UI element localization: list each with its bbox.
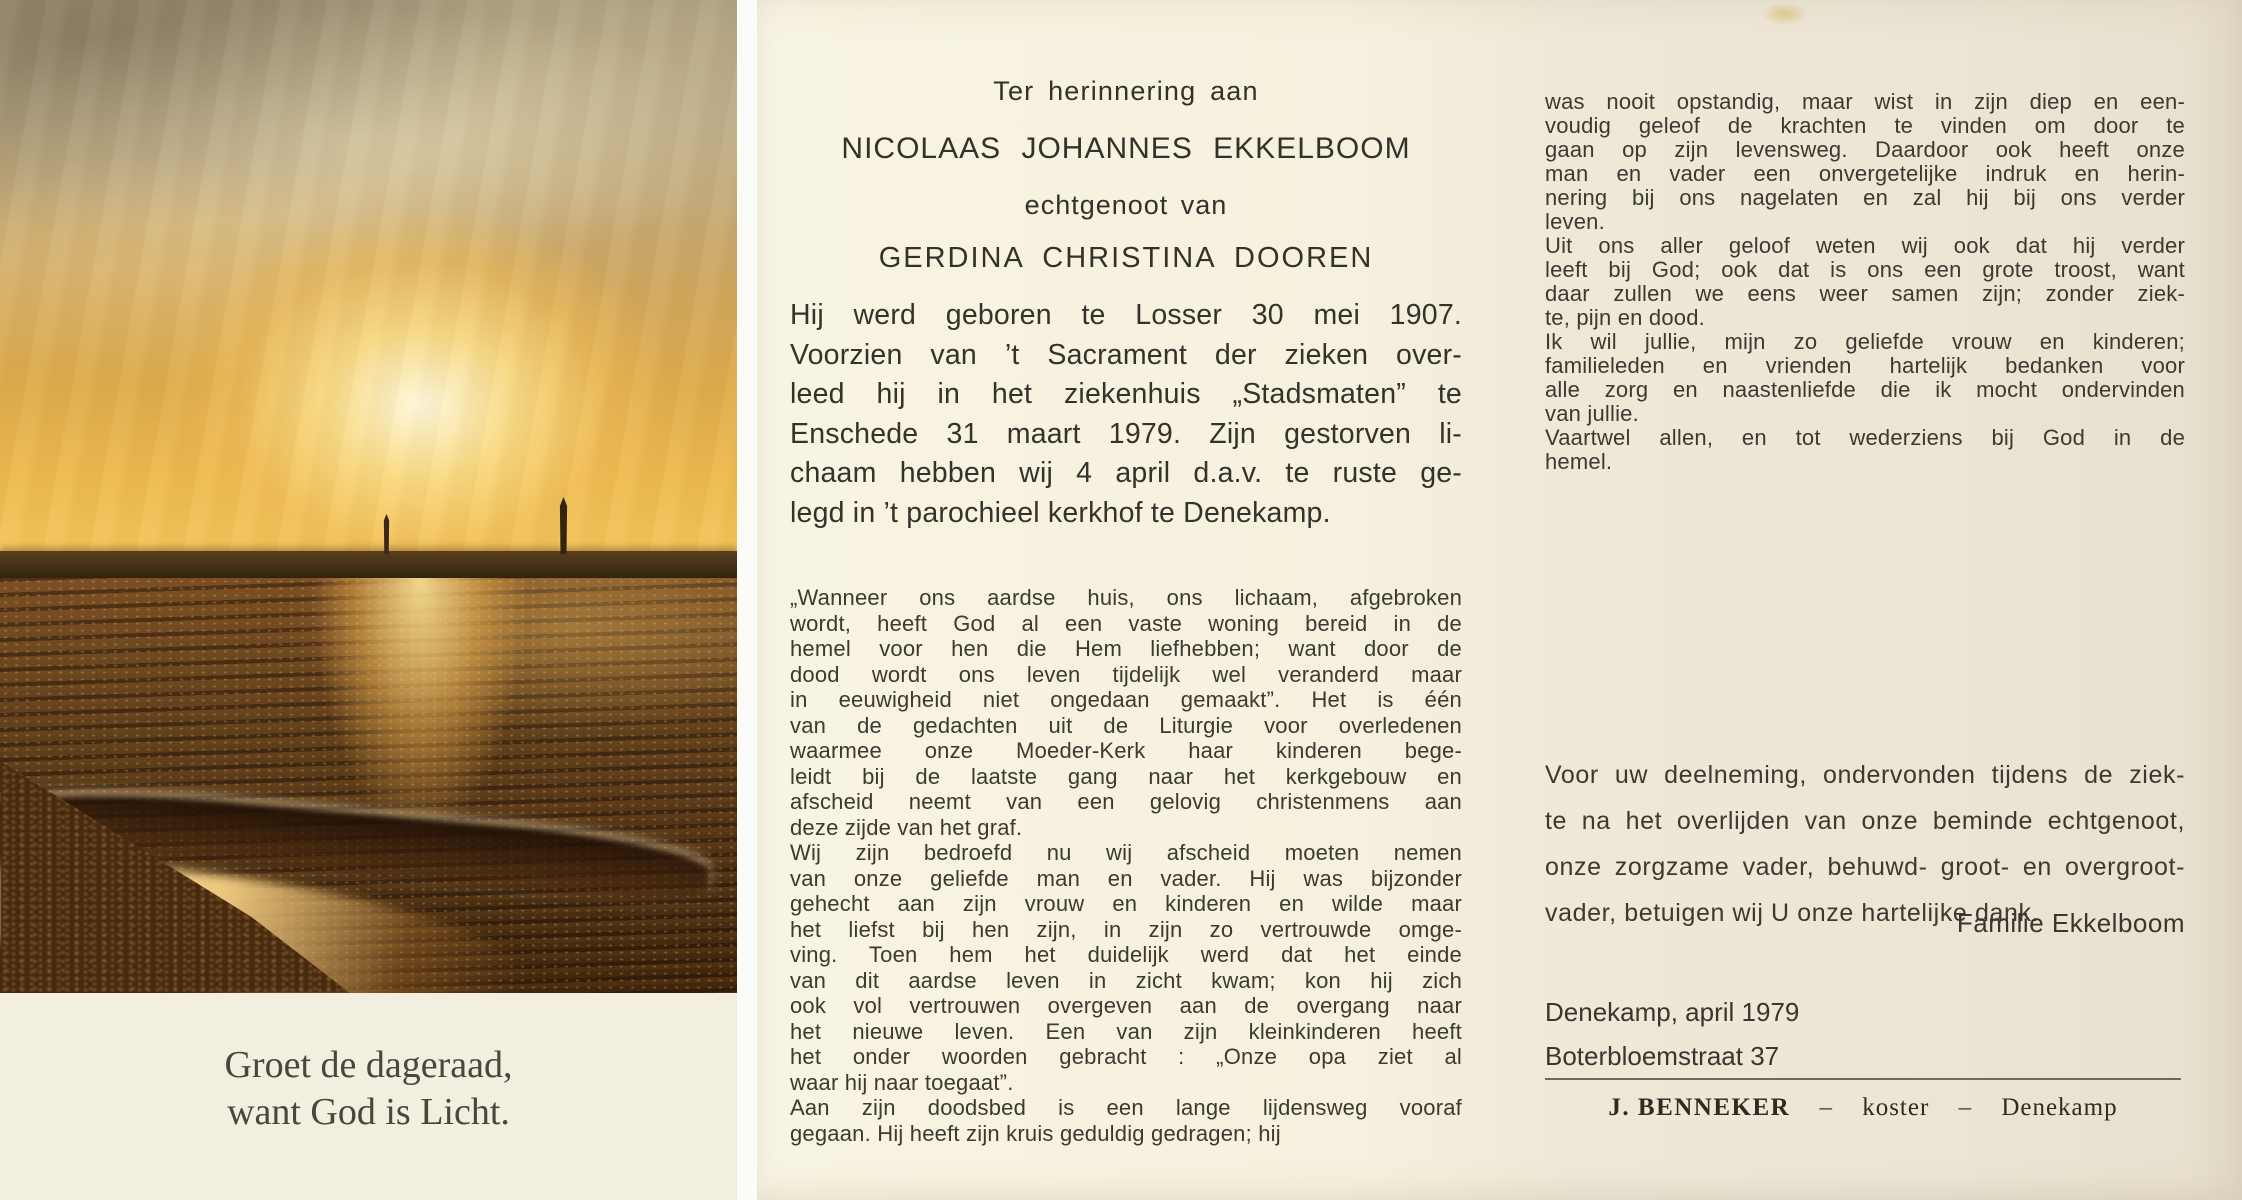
printer-imprint (1545, 1094, 2181, 1122)
text-line: was nooit opstandig, maar wist in zijn diep en een- (1545, 89, 2185, 114)
memorial-body-text (790, 585, 1462, 1146)
text-line: onze zorgzame vader, behuwd- groot- en overgroot- (1545, 853, 2185, 881)
breakwater-silhouette (0, 551, 737, 578)
text-line: voudig geleof de krachten te vinden om door te (1545, 113, 2185, 138)
text-line: gaan op zijn levensweg. Daardoor ook heeft onze (1545, 137, 2185, 162)
text-line: leed hij in het ziekenhuis „Stadsmaten” te (790, 378, 1462, 410)
text-line: „Wanneer ons aardse huis, ons lichaam, afgebroken (790, 585, 1462, 610)
caption-line-1: Groet de dageraad, (224, 1044, 513, 1086)
text-line: te, pijn en dood. (1545, 305, 1705, 330)
photo-caption (0, 1042, 737, 1136)
text-line: van onze geliefde man en vader. Hij was bijzonder (790, 865, 1462, 891)
imprint-dash: – (1819, 1094, 1833, 1121)
text-line: Aan zijn doodsbed is een lange lijdensweg vooraf (790, 1095, 1462, 1120)
text-line: ving. Toen hem het duidelijk werd dat het einde (790, 942, 1462, 967)
text-line: leven. (1545, 209, 1605, 234)
text-line: van dit aardse leven in zicht kwam; kon hij zich (790, 967, 1462, 993)
paragraph (790, 1095, 1462, 1146)
text-line: vader, betuigen wij U onze hartelijke dank. (1545, 899, 2040, 927)
text-line: daar zullen we eens weer samen zijn; zonder ziek- (1545, 281, 2185, 306)
text-line: deze zijde van het graf. (790, 814, 1023, 840)
sunset-photo (0, 0, 737, 993)
text-line: man en vader een onvergetelijke indruk en herin- (1545, 161, 2185, 186)
imprint-dash: – (1958, 1094, 1973, 1121)
photo-card-panel (0, 0, 737, 1200)
text-line: leeft bij God; ook dat is ons een grote troost, want (1545, 257, 2185, 282)
divider-rule (1545, 1078, 2181, 1080)
continuation-body-text (1545, 90, 2185, 474)
text-line: gehecht aan zijn vrouw en kinderen en wilde maar (790, 891, 1462, 916)
text-line: alle zorg en naastenliefde die ik mocht ondervinden (1545, 377, 2185, 402)
text-line: van de gedachten uit de Liturgie voor overledenen (790, 712, 1462, 738)
printer-name: J. BENNEKER (1608, 1094, 1791, 1121)
text-line: het onder woorden gebracht : „Onze opa ziet al (790, 1044, 1462, 1069)
deceased-name: NICOLAAS JOHANNES EKKELBOOM (841, 132, 1411, 165)
text-line: het nieuwe leven. Een van zijn kleinkinderen heeft (790, 1018, 1462, 1044)
text-line: legd in ’t parochieel kerkhof te Denekamp. (790, 496, 1331, 529)
text-line: het liefst bij hen zijn, in zijn zo vertrouwde omge- (790, 916, 1462, 942)
address-line: Boterbloemstraat 37 (1545, 1041, 1780, 1071)
life-dates-paragraph (790, 296, 1462, 533)
text-line: Vaartwel allen, en tot wederziens bij God in de (1545, 425, 2185, 450)
text-line: Enschede 31 maart 1979. Zijn gestorven li- (790, 417, 1462, 450)
spouse-name: GERDINA CHRISTINA DOOREN (878, 242, 1374, 274)
text-line: Wij zijn bedroefd nu wij afscheid moeten nemen (790, 840, 1462, 865)
text-line: nering bij ons nagelaten en zal hij bij ons verder (1545, 185, 2185, 210)
paper-stain (1762, 2, 1808, 26)
text-line: van jullie. (1545, 401, 1639, 426)
text-line: waar hij naar toegaat”. (790, 1069, 1014, 1095)
text-line: familieleden en vrienden hartelijk bedanken voor (1545, 353, 2185, 378)
text-line: waarmee onze Moeder-Kerk haar kinderen bege- (790, 738, 1462, 763)
text-line: gegaan. Hij heeft zijn kruis geduldig gedragen; hij (790, 1120, 1281, 1146)
sunset-sky (0, 0, 737, 578)
paragraph (1545, 426, 2185, 474)
text-line: chaam hebben wij 4 april d.a.v. te ruste ge- (790, 457, 1462, 489)
text-line: Hij werd geboren te Losser 30 mei 1907. (790, 299, 1462, 331)
text-line: Ik wil jullie, mijn zo geliefde vrouw en kinderen; (1545, 329, 2185, 354)
text-line: in eeuwigheid niet ongedaan gemaakt”. Het is één (790, 687, 1462, 712)
memorial-intro: Ter herinnering aan (993, 76, 1259, 106)
text-line: te na het overlijden van onze beminde echtgenoot, (1545, 807, 2185, 835)
text-line: afscheid neemt van een gelovig christenmens aan (790, 789, 1462, 814)
text-line: hemel. (1545, 449, 1613, 474)
text-line: Voor uw deelneming, ondervonden tijdens de ziek- (1545, 761, 2185, 789)
relation-line: echtgenoot van (1024, 190, 1228, 220)
printer-place: Denekamp (2001, 1094, 2118, 1121)
text-line: wordt, heeft God al een vaste woning bereid in de (790, 610, 1462, 636)
place-date-line: Denekamp, april 1979 (1545, 997, 1800, 1027)
family-signature: Familie Ekkelboom (1956, 908, 2185, 938)
text-line: ook vol vertrouwen overgeven aan de overgang naar (790, 993, 1462, 1018)
paragraph (790, 840, 1462, 1095)
place-date-block (1545, 990, 1799, 1078)
text-line: hemel voor hen die Hem liefhebben; want door de (790, 636, 1462, 661)
text-line: leidt bij de laatste gang naar het kerkgebouw en (790, 763, 1462, 789)
paragraph (1545, 90, 2185, 234)
card-back-sheet (757, 0, 2242, 1200)
printer-role: koster (1862, 1094, 1930, 1121)
paragraph (1545, 234, 2185, 330)
caption-line-2: want God is Licht. (227, 1091, 510, 1133)
text-line: Voorzien van ’t Sacrament der zieken over- (790, 338, 1462, 371)
text-line: dood wordt ons leven tijdelijk wel veranderd maar (790, 661, 1462, 687)
text-line: Uit ons aller geloof weten wij ook dat hij verder (1545, 233, 2185, 258)
paragraph (1545, 330, 2185, 426)
paragraph (790, 585, 1462, 840)
